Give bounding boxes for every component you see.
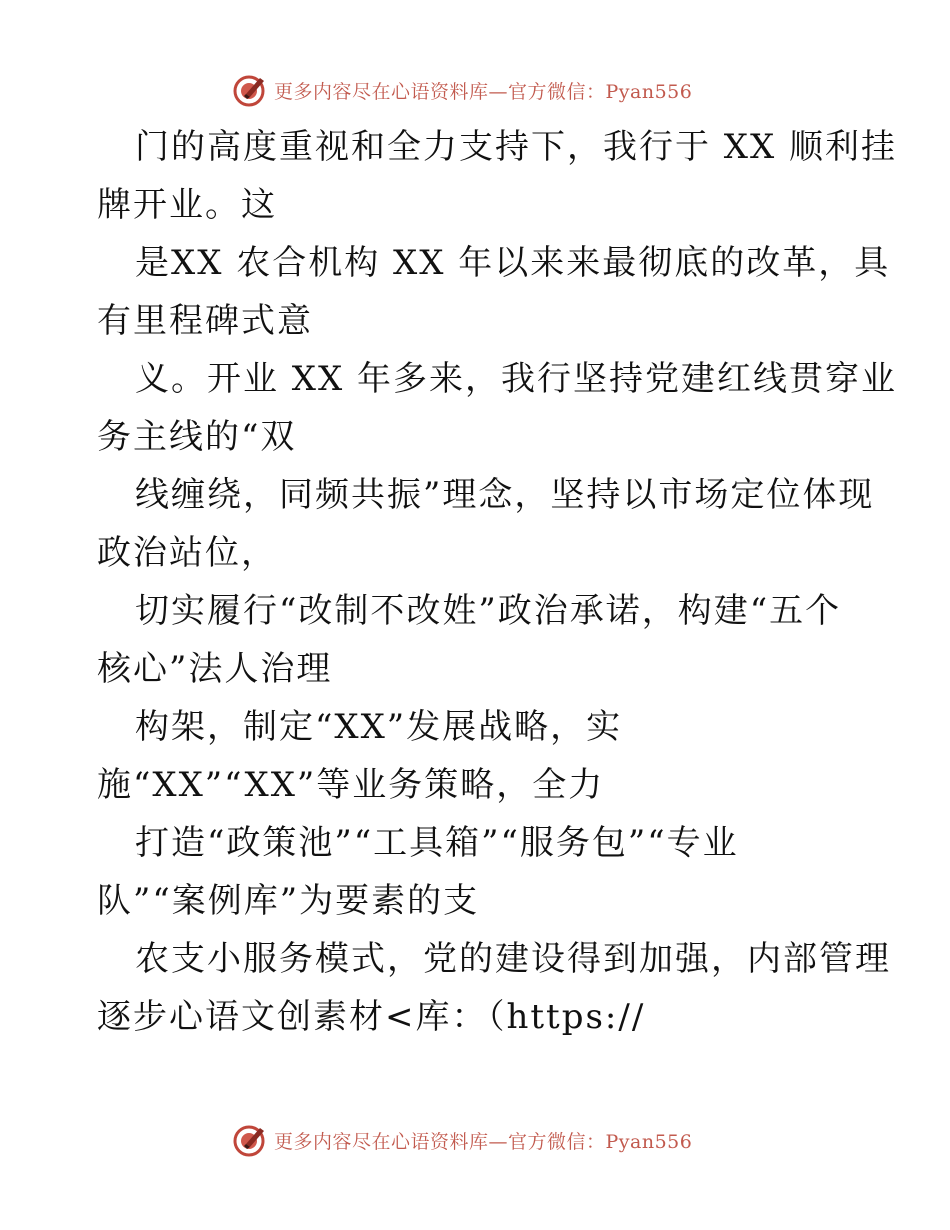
document-body (97, 118, 898, 1046)
watermark-text: 更多内容尽在心语资料库—官方微信：Pyan556 (274, 1130, 693, 1153)
header-watermark (232, 70, 752, 110)
text-line: 构架，制定“XX”发展战略，实 (135, 707, 623, 747)
text-line: 农支小服务模式，党的建设得到加强，内部管理 (135, 939, 891, 979)
text-line: 打造“政策池”“工具箱”“服务包”“专业 (135, 823, 739, 863)
text-line: 线缠绕，同频共振”理念，坚持以市场定位体现 (135, 475, 875, 515)
text-line: 是XX 农合机构 XX 年以来来最彻底的改革，具 (135, 243, 891, 283)
text-line: 有里程碑式意 (97, 301, 313, 341)
text-line: 务主线的“双 (97, 417, 297, 457)
text-line: 切实履行“改制不改姓”政治承诺，构建“五个 (135, 591, 842, 631)
logo-icon (232, 72, 268, 108)
logo-icon (232, 1122, 268, 1158)
text-line: 队”“案例库”为要素的支 (97, 881, 480, 921)
text-line: 义。开业 XX 年多来，我行坚持党建红线贯穿业 (135, 359, 898, 399)
text-line: 核心”法人治理 (97, 649, 333, 689)
text-line: 门的高度重视和全力支持下，我行于 XX 顺利挂 (135, 127, 898, 167)
text-line: 牌开业。这 (97, 185, 277, 225)
text-line: 逐步心语文创素材<库：（https:// (97, 997, 646, 1037)
text-line: 政治站位， (97, 533, 277, 573)
footer-watermark (232, 1120, 752, 1160)
text-line: 施“XX”“XX”等业务策略，全力 (97, 765, 605, 805)
watermark-text: 更多内容尽在心语资料库—官方微信：Pyan556 (274, 80, 693, 103)
